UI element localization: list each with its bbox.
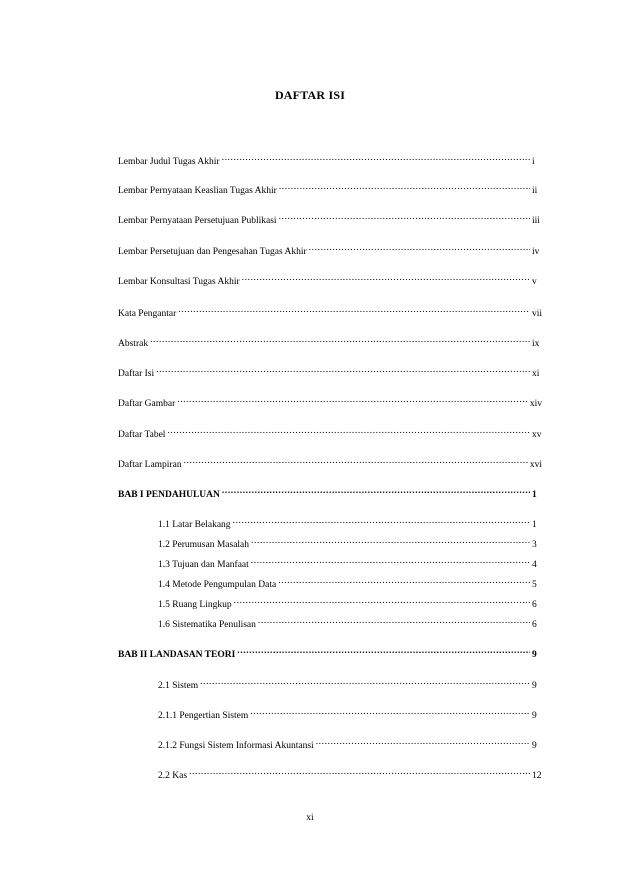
toc-entry-konsultasi[interactable] <box>118 274 542 288</box>
dot-leader <box>242 274 530 284</box>
toc-entry-kata-pengantar[interactable] <box>118 306 542 320</box>
dot-leader <box>233 517 530 527</box>
toc-entry-bab-1[interactable] <box>118 487 542 501</box>
dot-leader <box>258 617 530 627</box>
toc-entry-label: Lembar Persetujuan dan Pengesahan Tugas Akhir <box>118 247 307 257</box>
toc-entry-label: BAB II LANDASAN TEORI <box>118 650 236 660</box>
toc-entry-page: 12 <box>532 771 542 781</box>
toc-entry-page: 4 <box>532 560 537 570</box>
dot-leader <box>234 597 530 607</box>
page-title: DAFTAR ISI <box>274 88 346 102</box>
toc-entry-label: Kata Pengantar <box>118 309 177 319</box>
dot-leader <box>178 306 530 316</box>
toc-entry-label: Daftar Gambar <box>118 399 176 409</box>
toc-entry-persetujuan-pengesahan[interactable] <box>118 244 542 258</box>
toc-entry-page: i <box>532 157 535 167</box>
toc-entry-label: 1.3 Tujuan dan Manfaat <box>158 560 249 570</box>
toc-entry-abstrak[interactable] <box>118 336 542 350</box>
dot-leader <box>279 213 530 223</box>
toc-entry-page: 9 <box>532 741 537 751</box>
toc-entry-page: 6 <box>532 620 537 630</box>
toc-entry-page: xiv <box>529 399 542 409</box>
toc-entry-1-4[interactable] <box>158 577 542 591</box>
toc-entry-1-3[interactable] <box>158 557 542 571</box>
dot-leader <box>251 557 530 567</box>
dot-leader <box>150 336 530 346</box>
toc-entry-bab-2[interactable] <box>118 647 542 661</box>
toc-entry-page: ii <box>532 186 538 196</box>
toc-entry-2-1[interactable] <box>158 678 542 692</box>
dot-leader <box>189 768 530 778</box>
toc-entry-label: 2.1 Sistem <box>158 681 199 691</box>
dot-leader <box>156 366 530 376</box>
dot-leader <box>250 708 530 718</box>
toc-entry-lembar-judul[interactable] <box>118 154 542 168</box>
toc-entry-daftar-gambar[interactable] <box>118 396 542 410</box>
toc-entry-page: xv <box>532 430 542 440</box>
toc-entry-page: 1 <box>532 490 537 500</box>
toc-entry-page: v <box>532 277 537 287</box>
toc-entry-label: Daftar Tabel <box>118 430 166 440</box>
toc-entry-label: Lembar Pernyataan Keaslian Tugas Akhir <box>118 186 277 196</box>
toc-entry-pernyataan-keaslian[interactable] <box>118 183 542 197</box>
dot-leader <box>237 647 530 657</box>
toc-entry-daftar-lampiran[interactable] <box>118 457 542 471</box>
toc-entry-page: 9 <box>532 681 537 691</box>
toc-entry-persetujuan-publikasi[interactable] <box>118 213 542 227</box>
toc-entry-page: 6 <box>532 600 537 610</box>
dot-leader <box>309 244 530 254</box>
page-number: xi <box>306 813 314 823</box>
toc-entry-label: BAB I PENDAHULUAN <box>118 490 220 500</box>
toc-entry-label: Abstrak <box>118 339 149 349</box>
dot-leader <box>184 457 528 467</box>
dot-leader <box>251 537 530 547</box>
dot-leader <box>200 678 530 688</box>
toc-entry-1-5[interactable] <box>158 597 542 611</box>
toc-entry-label: Daftar Isi <box>118 369 155 379</box>
toc-entry-label: Lembar Pernyataan Persetujuan Publikasi <box>118 216 277 226</box>
toc-entry-page: ix <box>532 339 540 349</box>
toc-entry-label: 2.1.2 Fungsi Sistem Informasi Akuntansi <box>158 741 314 751</box>
toc-entry-1-6[interactable] <box>158 617 542 631</box>
dot-leader <box>316 738 530 748</box>
dot-leader <box>222 154 530 164</box>
dot-leader <box>278 577 530 587</box>
toc-entry-page: iv <box>532 247 540 257</box>
toc-entry-label: 2.2 Kas <box>158 771 188 781</box>
toc-entry-1-2[interactable] <box>158 537 542 551</box>
toc-entry-label: Lembar Judul Tugas Akhir <box>118 157 220 167</box>
toc-entry-page: 1 <box>532 520 537 530</box>
toc-entry-page: vii <box>531 309 542 319</box>
toc-entry-2-1-1[interactable] <box>158 708 542 722</box>
toc-entry-label: Lembar Konsultasi Tugas Akhir <box>118 277 240 287</box>
toc-entry-page: xvi <box>529 460 542 470</box>
toc-entry-page: 9 <box>532 711 537 721</box>
toc-entry-label: Daftar Lampiran <box>118 460 182 470</box>
toc-entry-label: 1.6 Sistematika Penulisan <box>158 620 256 630</box>
toc-entry-page: xi <box>532 369 540 379</box>
toc-entry-1-1[interactable] <box>158 517 542 531</box>
dot-leader <box>177 396 528 406</box>
toc-entry-2-2[interactable] <box>158 768 542 782</box>
toc-entry-label: 1.4 Metode Pengumpulan Data <box>158 580 277 590</box>
toc-entry-daftar-tabel[interactable] <box>118 427 542 441</box>
toc-entry-page: 5 <box>532 580 537 590</box>
dot-leader <box>222 487 530 497</box>
toc-entry-label: 1.5 Ruang Lingkup <box>158 600 232 610</box>
toc-entry-label: 1.2 Perumusan Masalah <box>158 540 250 550</box>
dot-leader <box>279 183 530 193</box>
toc-entry-daftar-isi[interactable] <box>118 366 542 380</box>
toc-entry-2-1-2[interactable] <box>158 738 542 752</box>
dot-leader <box>167 427 530 437</box>
toc-entry-page: 9 <box>532 650 537 660</box>
toc-entry-label: 2.1.1 Pengertian Sistem <box>158 711 249 721</box>
toc-entry-label: 1.1 Latar Belakang <box>158 520 231 530</box>
toc-entry-page: 3 <box>532 540 537 550</box>
toc-entry-page: iii <box>532 216 540 226</box>
